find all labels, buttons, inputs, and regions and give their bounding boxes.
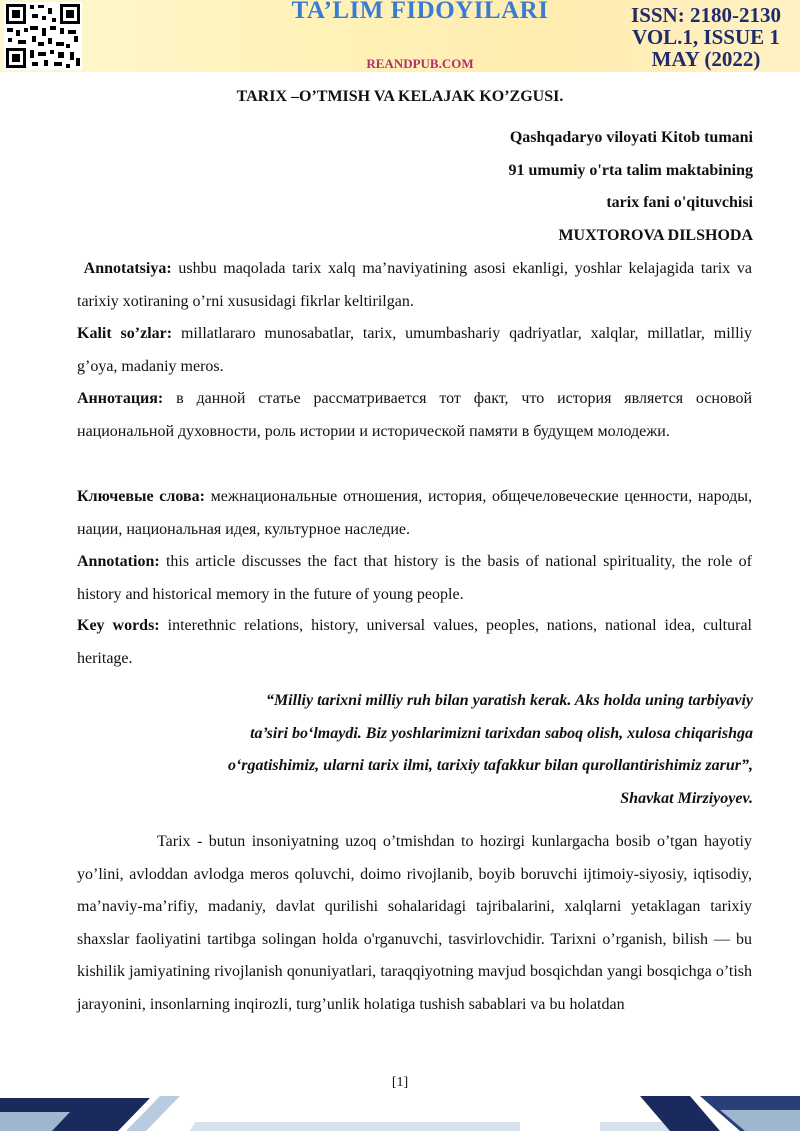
annotation-ru-text: в данной статье рассматривается тот факт, что история является основой национальной духовности, роль истории и исторической памяти в будущем молодежи. <box>77 390 752 440</box>
epigraph-author: Shavkat Mirziyoyev. <box>620 790 753 807</box>
affiliation-line: Qashqadaryo viloyati Kitob tumani <box>509 129 753 146</box>
keywords-en-text: interethnic relations, history, universal values, peoples, nations, national idea, cultural heritage. <box>77 617 752 667</box>
annotation-uz <box>77 253 752 318</box>
keywords-en-label: Key words: <box>77 617 160 634</box>
annotation-en-text: this article discusses the fact that history is the basis of national spirituality, the role of history and historical memory in the future of young people. <box>77 553 752 603</box>
keywords-en <box>77 610 752 675</box>
annotation-en-label: Annotation: <box>77 553 160 570</box>
annotation-ru <box>77 383 752 448</box>
issn-block <box>612 4 800 70</box>
publication-date: MAY (2022) <box>651 47 761 71</box>
keywords-ru-label: Ключевые слова: <box>77 488 205 505</box>
issn-number: ISSN: 2180-2130 <box>631 3 781 27</box>
volume-issue: VOL.1, ISSUE 1 <box>632 25 780 49</box>
epigraph-line: ta’siri bo‘lmaydi. Biz yoshlarimizni tarixdan saboq olish, xulosa chiqarishga <box>250 725 753 742</box>
keywords-uz <box>77 318 752 383</box>
body-paragraph: Tarix - butun insoniyatning uzoq o’tmishdan to hozirgi kunlargacha bosib o’tgan hayotiy yo’lini, avloddan avlodga meros qoluvchi, doimo rivojlanib, boyib boruvchi ijtimoiy-siyosiy, iqtisodiy, ma’naviy-ma’rifiy, madaniy, davlat qurilishi sohalaridagi tajribalarini, xalqlarni yetaklagan tarixiy shaxslar faoliyatini tartibga solingan holda o'rganuvchi, tasvirlovchidir. Tarixni o’rganish, bilish — bu kishilik jamiyatining rivojlanish qonuniyatlari, taraqqiyotning mavjud bosqichdan yangi bosqichga o’tish jarayonini, insonlarning inqirozli, turg’unlik holatiga tushish sabablari va bu holatdan <box>77 833 752 1013</box>
keywords-ru-text: межнациональные отношения, история, общечеловеческие ценности, народы, нации, национальная идея, культурное наследие. <box>77 488 753 538</box>
annotation-uz-text: ushbu maqolada tarix xalq ma’naviyatining asosi ekanligi, yoshlar kelajagida tarix va tarixiy xotiraning o’rni xususidagi fikrlar keltirilgan. <box>77 260 753 310</box>
annotation-uz-label: Annotatsiya: <box>83 260 172 277</box>
page-number: [1] <box>391 1075 409 1090</box>
affiliation-line: 91 umumiy o'rta talim maktabining <box>508 162 753 179</box>
epigraph-line: o‘rgatishimiz, ularni tarix ilmi, tarixiy tafakkur bilan qurollantirishimiz zarur”, <box>227 757 753 774</box>
journal-title: TA’LIM FIDOYILARI <box>291 0 549 24</box>
journal-header <box>0 0 800 72</box>
annotation-ru-label: Аннотация: <box>77 390 164 407</box>
journal-website[interactable]: REANDPUB.COM <box>366 56 474 71</box>
keywords-uz-text: millatlararo munosabatlar, tarix, umumbashariy qadriyatlar, xalqlar, millatlar, milliy g’oya, madaniy meros. <box>77 325 753 375</box>
author-name: MUXTOROVA DILSHODA <box>558 227 753 244</box>
keywords-ru <box>77 481 752 546</box>
qr-code-icon <box>4 2 82 70</box>
keywords-uz-label: Kalit so’zlar: <box>77 325 173 342</box>
article-title: TARIX –O’TMISH VA KELAJAK KO’ZGUSI. <box>236 88 564 105</box>
annotation-en <box>77 546 752 611</box>
footer-decoration <box>0 1092 800 1131</box>
affiliation-line: tarix fani o'qituvchisi <box>606 194 753 211</box>
epigraph-line: “Milliy tarixni milliy ruh bilan yaratish kerak. Aks holda uning tarbiyaviy <box>265 692 753 709</box>
